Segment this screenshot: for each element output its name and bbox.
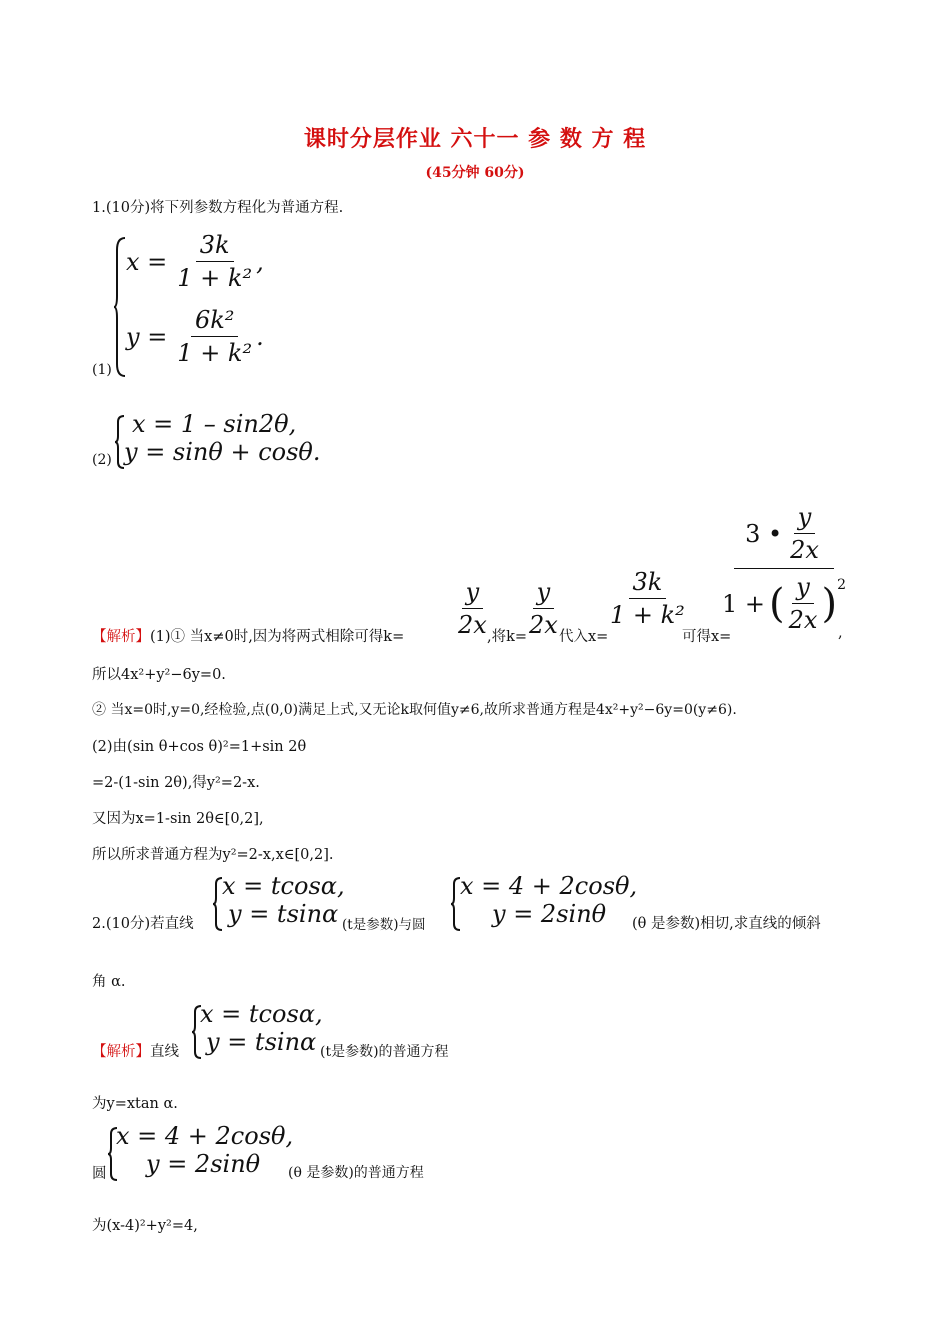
eq-lhs: x = bbox=[126, 247, 168, 276]
a2-line-eq2: y = tsinα bbox=[206, 1028, 317, 1056]
q2-circle-eq2: y = 2sinθ bbox=[492, 900, 607, 928]
answer-1-line4: (2)由(sin θ+cos θ)²=1+sin 2θ bbox=[92, 739, 307, 755]
fraction-y-over-2x bbox=[525, 578, 562, 639]
q1-part2-eq1: x = 1 – sin2θ, bbox=[132, 410, 297, 438]
numerator: y bbox=[792, 573, 814, 604]
numerator-prefix: 3 • bbox=[745, 519, 783, 548]
answer-1-text-d: 可得x= bbox=[682, 629, 732, 645]
answer-text: (1)① 当x≠0时,因为将两式相除可得k= bbox=[150, 629, 405, 645]
left-brace-icon bbox=[113, 236, 127, 378]
a2-circle-eq1: x = 4 + 2cosθ, bbox=[116, 1122, 294, 1150]
q1-part2-label: (2) bbox=[92, 452, 112, 468]
denominator: 2x bbox=[790, 536, 819, 564]
analysis-tag: 【解析】 bbox=[92, 1044, 150, 1060]
q1-part2-eq2: y = sinθ + cosθ. bbox=[124, 438, 321, 466]
fraction bbox=[606, 568, 689, 629]
question-2-prefix: 2.(10分)若直线 bbox=[92, 916, 194, 932]
numerator: y bbox=[794, 503, 816, 534]
q1-part1-label: (1) bbox=[92, 362, 112, 378]
question-2-line2: 角 α. bbox=[92, 974, 126, 990]
q2-circle-eq1: x = 4 + 2cosθ, bbox=[460, 872, 638, 900]
fraction bbox=[786, 503, 823, 564]
answer-1-line6: 又因为x=1-sin 2θ∈[0,2], bbox=[92, 811, 264, 827]
denominator: 1 + k² bbox=[177, 264, 253, 292]
q2-line-eq1: x = tcosα, bbox=[222, 872, 345, 900]
answer-1-text-c: 代入x= bbox=[559, 629, 609, 645]
q1-part1-eq2 bbox=[126, 306, 264, 367]
page-subtitle: (45分钟 60分) bbox=[425, 165, 525, 181]
answer-2-circle-label: 圆 bbox=[92, 1166, 107, 1182]
answer-2-intro bbox=[92, 1040, 179, 1061]
answer-1-text-b: ,将k= bbox=[487, 629, 528, 645]
fraction bbox=[454, 578, 491, 639]
numerator: y bbox=[533, 578, 555, 609]
answer-1-comma: , bbox=[838, 625, 843, 641]
answer-2-line4: 为(x-4)²+y²=4, bbox=[92, 1218, 198, 1234]
compound-numerator bbox=[735, 503, 833, 568]
fraction bbox=[173, 231, 256, 292]
fraction bbox=[525, 578, 562, 639]
a2-line-eq1: x = tcosα, bbox=[200, 1000, 323, 1028]
a2-circle-eq2: y = 2sinθ bbox=[146, 1150, 261, 1178]
denominator-prefix: 1 + bbox=[722, 589, 766, 618]
answer-2-circle-after: (θ 是参数)的普通方程 bbox=[288, 1165, 424, 1181]
eq-lhs: y = bbox=[126, 322, 168, 351]
question-2-mid: (t是参数)与圆 bbox=[342, 917, 426, 933]
answer-1-line5: =2-(1-sin 2θ),得y²=2-x. bbox=[92, 775, 260, 791]
question-2-suffix: (θ 是参数)相切,求直线的倾斜 bbox=[632, 916, 821, 932]
numerator: 6k² bbox=[191, 306, 238, 337]
answer-2-after: (t是参数)的普通方程 bbox=[320, 1044, 449, 1060]
denominator: 2x bbox=[788, 606, 818, 634]
fraction bbox=[173, 306, 256, 367]
answer-1-line2: 所以4x²+y²−6y=0. bbox=[92, 667, 226, 683]
exponent: 2 bbox=[837, 577, 846, 593]
question-1-prompt: 1.(10分)将下列参数方程化为普通方程. bbox=[92, 200, 344, 216]
answer-2-line2: 为y=xtan α. bbox=[92, 1096, 178, 1112]
numerator: y bbox=[462, 578, 484, 609]
fraction-y-over-2x bbox=[454, 578, 491, 639]
eq-punct: . bbox=[256, 322, 264, 351]
denominator: 2x bbox=[458, 611, 487, 639]
page-title: 课时分层作业 六十一 参 数 方 程 bbox=[303, 126, 647, 152]
answer-1-line3: ② 当x=0时,y=0,经检验,点(0,0)满足上式,又无论k取何值y≠6,故所求普通方程是4x²+y²−6y=0(y≠6). bbox=[92, 702, 737, 718]
q1-part1-eq1 bbox=[126, 231, 264, 292]
compound-denominator: 1 + ( $\frac{y}{2x}$ ) 2 bbox=[734, 568, 834, 634]
eq-punct: , bbox=[256, 247, 264, 276]
denominator: 2x bbox=[529, 611, 558, 639]
analysis-tag: 【解析】 bbox=[92, 629, 150, 645]
numerator: 3k bbox=[629, 568, 667, 599]
answer-1-line1 bbox=[92, 625, 404, 646]
numerator: 3k bbox=[196, 231, 234, 262]
denominator: 1 + k² bbox=[610, 601, 685, 629]
compound-fraction bbox=[722, 503, 846, 634]
fraction bbox=[785, 573, 822, 634]
q2-line-eq2: y = tsinα bbox=[228, 900, 339, 928]
answer-text: 直线 bbox=[150, 1044, 179, 1060]
denominator: 1 + k² bbox=[177, 339, 253, 367]
answer-1-line7: 所以所求普通方程为y²=2-x,x∈[0,2]. bbox=[92, 847, 334, 863]
fraction-3k bbox=[606, 568, 689, 629]
